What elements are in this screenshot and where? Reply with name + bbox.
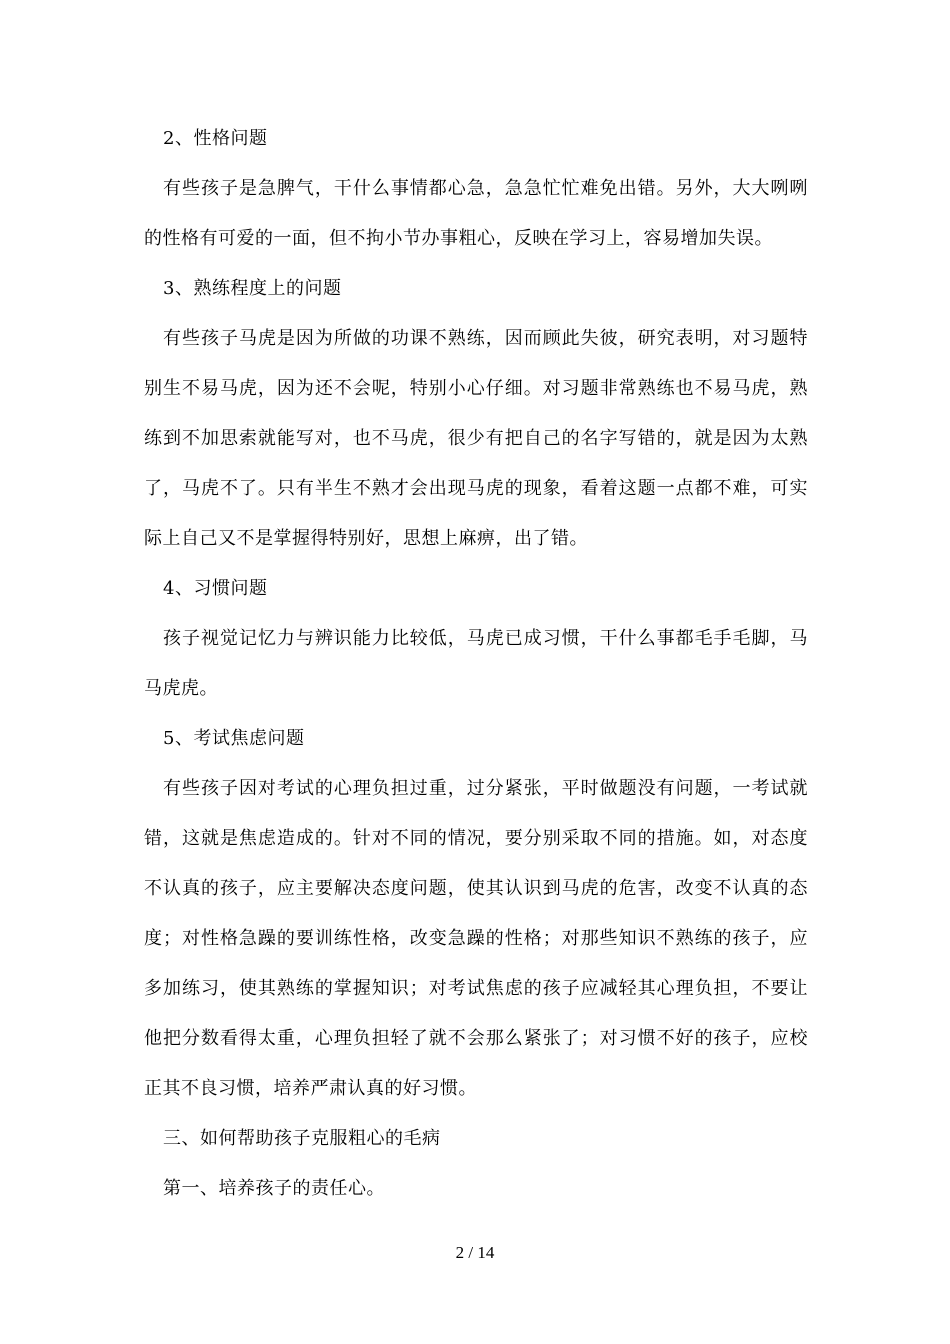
paragraph-personality: 有些孩子是急脾气，干什么事情都心急，急急忙忙难免出错。另外，大大咧咧的性格有可爱的一面，但不拘小节办事粗心，反映在学习上，容易增加失误。 xyxy=(144,178,808,249)
heading-exam-anxiety: 5、考试焦虑问题 xyxy=(163,728,305,749)
page-number: 2 / 14 xyxy=(455,1243,495,1262)
paragraph-responsibility: 第一、培养孩子的责任心。 xyxy=(163,1178,385,1199)
paragraph-proficiency: 有些孩子马虎是因为所做的功课不熟练，因而顾此失彼，研究表明，对习题特别生不易马虎，因为还不会呢，特别小心仔细。对习题非常熟练也不易马虎，熟练到不加思索就能写对，也不马虎，很少有把自己的名字写错的，就是因为太熟了，马虎不了。只有半生不熟才会出现马虎的现象，看着这题一点都不难，可实际上自己又不是掌握得特别好，思想上麻痹，出了错。 xyxy=(144,328,808,549)
paragraph-exam-anxiety: 有些孩子因对考试的心理负担过重，过分紧张，平时做题没有问题，一考试就错，这就是焦虑造成的。针对不同的情况，要分别采取不同的措施。如，对态度不认真的孩子，应主要解决态度问题，使其认识到马虎的危害，改变不认真的态度；对性格急躁的要训练性格，改变急躁的性格；对那些知识不熟练的孩子，应多加练习，使其熟练的掌握知识；对考试焦虑的孩子应减轻其心理负担，不要让他把分数看得太重，心理负担轻了就不会那么紧张了；对习惯不好的孩子，应校正其不良习惯，培养严肃认真的好习惯。 xyxy=(144,778,808,1099)
heading-habit: 4、习惯问题 xyxy=(163,578,268,599)
paragraph-habit: 孩子视觉记忆力与辨识能力比较低，马虎已成习惯，干什么事都毛手毛脚，马马虎虎。 xyxy=(144,628,808,699)
heading-personality: 2、性格问题 xyxy=(163,128,268,149)
heading-proficiency: 3、熟练程度上的问题 xyxy=(163,278,342,299)
page-body xyxy=(144,114,808,1214)
section-heading-help: 三、如何帮助孩子克服粗心的毛病 xyxy=(163,1128,441,1149)
